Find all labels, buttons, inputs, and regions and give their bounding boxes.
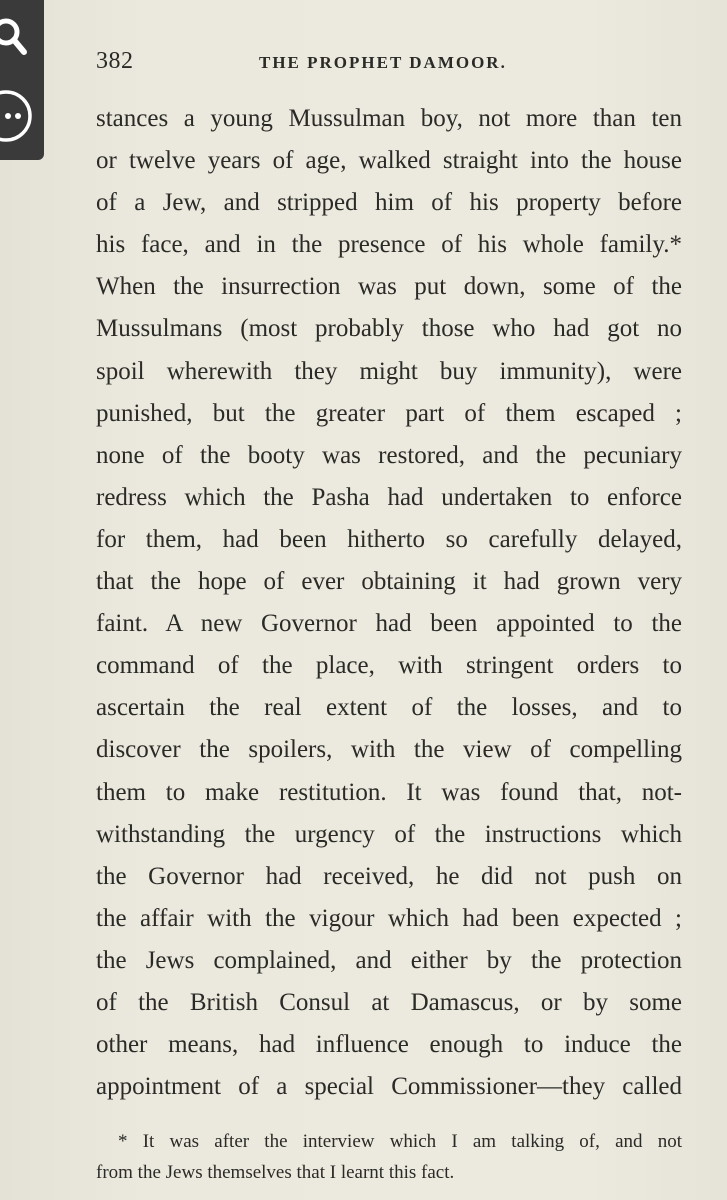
text-line: of a Jew, and stripped him of his property before <box>96 189 682 217</box>
running-head: THE PROPHET DAMOOR. <box>259 53 507 72</box>
text-line: the Governor had received, he did not push on <box>96 862 682 890</box>
text-line: that the hope of ever obtaining it had grown very <box>96 568 682 596</box>
footnote-line: * It was after the interview which I am talking of, and not <box>118 1131 682 1152</box>
text-line: the Jews complained, and either by the protection <box>96 946 682 974</box>
search-button[interactable] <box>0 8 44 68</box>
page-number: 382 <box>96 48 134 74</box>
text-line: of the British Consul at Damascus, or by some <box>96 988 682 1016</box>
more-options-button[interactable] <box>0 86 44 146</box>
search-icon <box>0 16 30 60</box>
text-line: stances a young Mussulman boy, not more than ten <box>96 105 682 132</box>
text-line: for them, had been hitherto so carefully delayed, <box>96 525 682 553</box>
text-line: faint. A new Governor had been appointed to the <box>96 610 682 638</box>
page-header <box>96 48 682 78</box>
text-line: withstanding the urgency of the instructions which <box>96 820 682 848</box>
text-line: or twelve years of age, walked straight into the house <box>96 147 682 175</box>
text-line: spoil wherewith they might buy immunity), were <box>96 357 682 385</box>
text-line: ascertain the real extent of the losses, and to <box>96 694 682 722</box>
text-line: redress which the Pasha had undertaken to enforce <box>96 483 682 511</box>
text-line: discover the spoilers, with the view of compelling <box>96 736 682 764</box>
body-text <box>96 98 682 1108</box>
viewer-toolbar <box>0 0 44 160</box>
text-line: the affair with the vigour which had been expected ; <box>96 904 682 932</box>
text-line: appointment of a special Commissioner—they called <box>96 1073 682 1101</box>
text-line: other means, had influence enough to induce the <box>96 1031 682 1059</box>
footnote-line: from the Jews themselves that I learnt this fact. <box>96 1162 455 1183</box>
text-line: Mussulmans (most probably those who had got no <box>96 315 682 343</box>
text-line: his face, and in the presence of his whole family.* <box>96 231 682 259</box>
footnote <box>96 1126 682 1188</box>
text-line: none of the booty was restored, and the pecuniary <box>96 441 682 469</box>
text-line: When the insurrection was put down, some of the <box>96 273 682 301</box>
text-line: punished, but the greater part of them escaped ; <box>96 399 682 427</box>
text-line: them to make restitution. It was found that, not- <box>96 778 682 806</box>
text-line: command of the place, with stringent orders to <box>96 652 682 680</box>
more-options-icon <box>0 88 34 144</box>
